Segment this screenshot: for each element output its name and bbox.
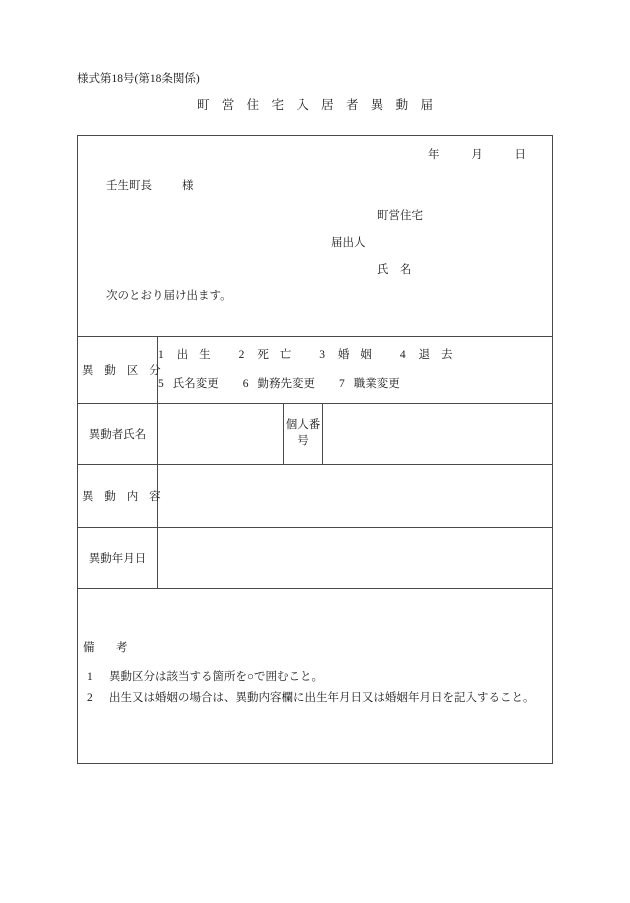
remark-item xyxy=(78,667,552,687)
change-date-label: 異動年月日 xyxy=(78,528,158,589)
kubun-option-label-7[interactable]: 職業変更 xyxy=(353,377,400,390)
year-label: 年 xyxy=(428,149,440,161)
kubun-option-num-6[interactable]: 6 xyxy=(242,377,249,390)
change-date-row xyxy=(78,528,553,589)
declaration-statement: 次のとおり届け出ます。 xyxy=(106,290,232,302)
content-field[interactable] xyxy=(158,465,553,528)
mynumber-field[interactable] xyxy=(323,404,553,465)
kubun-option-label-6[interactable]: 勤務先変更 xyxy=(257,377,315,390)
remarks-title: 備 考 xyxy=(83,641,133,654)
filer-name-row xyxy=(78,265,552,292)
kubun-option-num-5[interactable]: 5 xyxy=(158,377,164,390)
remark-item xyxy=(78,688,552,708)
kubun-options-cell[interactable] xyxy=(158,337,553,404)
filer-label: 届出人 xyxy=(331,237,366,249)
filer-name-label: 氏 名 xyxy=(377,264,412,276)
day-label: 日 xyxy=(514,149,526,161)
kubun-option-label-5[interactable]: 氏名変更 xyxy=(172,377,219,390)
kubun-options-line-2 xyxy=(158,379,552,391)
page-title: 町 営 住 宅 入 居 者 異 動 届 xyxy=(197,98,438,112)
month-label: 月 xyxy=(471,149,483,161)
housing-row xyxy=(78,211,552,238)
form-table xyxy=(77,135,553,764)
kubun-options-line-1 xyxy=(158,350,552,362)
person-name-field[interactable] xyxy=(158,404,284,465)
remarks-row xyxy=(78,589,553,764)
kubun-option-num-7[interactable]: 7 xyxy=(339,377,345,390)
content-row xyxy=(78,465,553,528)
remark-number: 2 xyxy=(87,692,93,705)
filer-block xyxy=(78,211,552,292)
content-label: 異 動 内 容 xyxy=(78,465,158,528)
kubun-option-num-4[interactable]: 4 xyxy=(399,349,406,361)
kubun-option-num-1[interactable]: 1 xyxy=(158,349,164,361)
remark-number: 1 xyxy=(87,671,93,684)
declaration-row xyxy=(78,136,553,337)
kubun-label: 異 動 区 分 xyxy=(78,337,158,404)
remark-text: 出生又は婚姻の場合は、異動内容欄に出生年月日又は婚姻年月日を記入すること。 xyxy=(109,692,535,705)
name-row xyxy=(78,404,553,465)
person-name-label: 異動者氏名 xyxy=(78,404,158,465)
declaration-cell xyxy=(78,136,553,337)
addressee-name: 壬生町長 xyxy=(106,180,152,192)
remark-text: 異動区分は該当する箇所を○で囲むこと。 xyxy=(109,671,323,684)
housing-label: 町営住宅 xyxy=(377,210,423,222)
kubun-option-num-2[interactable]: 2 xyxy=(238,349,245,361)
addressee-line xyxy=(106,181,194,193)
form-code: 様式第18号(第18条関係) xyxy=(77,73,200,85)
filer-row xyxy=(78,238,552,265)
change-date-field[interactable] xyxy=(158,528,553,589)
kubun-option-label-2[interactable]: 死 亡 xyxy=(257,349,296,361)
kubun-option-label-1[interactable]: 出 生 xyxy=(176,349,215,361)
kubun-option-label-3[interactable]: 婚 姻 xyxy=(338,349,376,361)
date-line xyxy=(428,150,526,162)
kubun-option-label-4[interactable]: 退 去 xyxy=(418,349,457,361)
kubun-option-num-3[interactable]: 3 xyxy=(319,349,325,361)
remarks-cell xyxy=(78,589,553,764)
kubun-row xyxy=(78,337,553,404)
addressee-honorific: 様 xyxy=(182,180,194,192)
mynumber-label: 個人番号 xyxy=(284,404,323,465)
